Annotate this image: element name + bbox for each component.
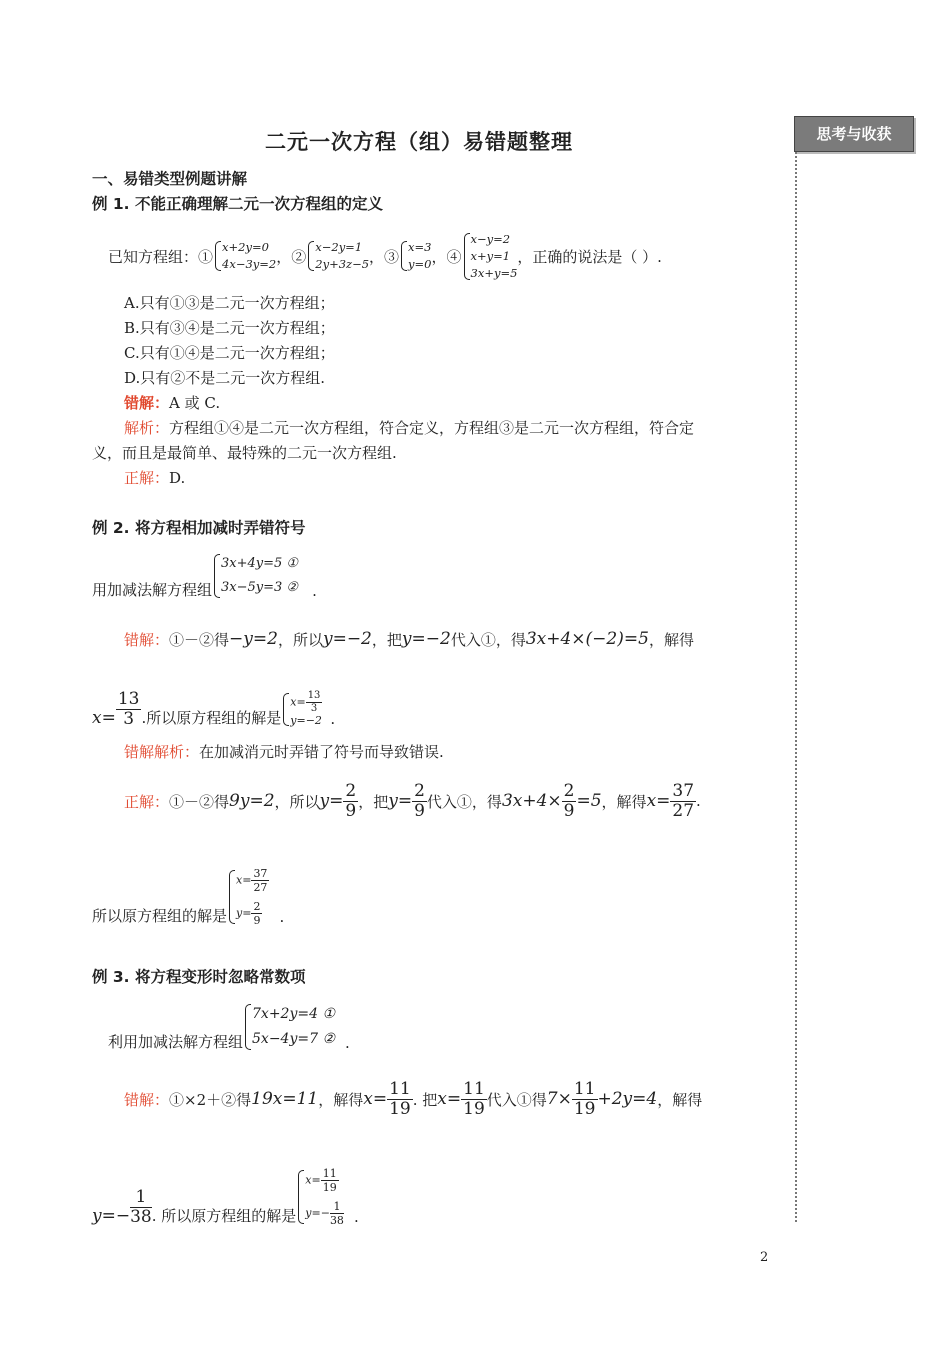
sidebar-divider <box>795 152 797 1222</box>
ex1-intro: 已知方程组：① <box>108 247 214 266</box>
ex2-wrong-analysis: 错解解析：在加减消元时弄错了符号而导致错误. <box>124 743 444 761</box>
ex2-wrong-line: 错解： ①－②得 −y=2 ，所以 y=−2 ，把 y=−2 代入①，得 3x+4×(−2)=5 ，解得 <box>124 629 694 649</box>
ex1-analysis: 解析：方程组①④是二元一次方程组，符合定义，方程组③是二元一次方程组，符合定 <box>124 419 695 437</box>
ex2-correct-line: 正解： ①－②得 9y=2 ，所以 y= $\frac{2}{9}$ ，把 y= $\frac{2}{9}$ 代入①，得 3x+4× $\frac{2}{9}$ =5 ，解得 x= $\frac{37}{27}$ . <box>124 780 701 821</box>
final-solution-system: x= $\frac{37}{27}$ y= $\frac{2}{9}$ <box>227 868 269 926</box>
sidebar-label: 思考与收获 <box>794 116 914 152</box>
ex1-analysis-cont: 义，而且是最简单、最特殊的二元一次方程组. <box>92 444 397 462</box>
page-number: 2 <box>760 1250 769 1265</box>
ex1-wrong: 错解：A 或 C. <box>124 394 221 412</box>
equation-system: 7x+2y=4 ① 5x−4y=7 ② <box>243 1002 335 1052</box>
solution-system: x= $\frac{11}{19}$ y=− $\frac{1}{38}$ <box>296 1168 344 1226</box>
equation-system-1: x+2y=0 4x−3y=2 <box>213 239 276 273</box>
option-a: A.只有①③是二元一次方程组； <box>124 294 335 312</box>
ex3-wrong-result: y=− $\frac{1}{38}$ . 所以原方程组的解是 x= $\frac{11}{19}$ y=− $\frac{1}{38}$ . <box>92 1167 359 1227</box>
option-d: D.只有②不是二元一次方程组. <box>124 369 326 387</box>
ex3-wrong-line: 错解： ①×2＋②得 19x=11 ，解得 x= $\frac{11}{19}$ . 把 x= $\frac{11}{19}$ 代入①得 7× $\frac{11}{19}$ +2y=4 ，解得 <box>124 1078 703 1119</box>
ex1-sep3: ，③ <box>369 247 400 266</box>
equation-system-3: x=3 y=0 <box>399 239 431 273</box>
ex2-final: 所以原方程组的解是 x= $\frac{37}{27}$ y= $\frac{2}{9}$ . <box>92 867 285 927</box>
option-b: B.只有③④是二元一次方程组； <box>124 319 335 337</box>
example-3-problem: 利用加减法解方程组 7x+2y=4 ① 5x−4y=7 ② . <box>108 996 350 1052</box>
ex1-sep2: ，② <box>276 247 307 266</box>
option-c: C.只有①④是二元一次方程组； <box>124 344 335 362</box>
example-1-problem <box>108 226 662 286</box>
equation-system-2: x−2y=1 2y+3z−5 <box>306 239 369 273</box>
example-3-heading: 例 3. 将方程变形时忽略常数项 <box>92 968 306 986</box>
section-heading: 一、易错类型例题讲解 <box>92 170 248 188</box>
ex1-tail: ，正确的说法是（ ）. <box>517 247 662 266</box>
example-2-heading: 例 2. 将方程相加减时弄错符号 <box>92 519 306 537</box>
solution-system: x= $\frac{13}{3}$ y=−2 <box>281 691 322 728</box>
page-title: 二元一次方程（组）易错题整理 <box>265 130 573 154</box>
ex1-correct: 正解：D. <box>124 469 186 487</box>
example-2-problem: 用加减法解方程组 3x+4y=5 ① 3x−5y=3 ② . <box>92 548 317 600</box>
ex1-sep4: ，④ <box>431 247 462 266</box>
example-1-heading: 例 1. 不能正确理解二元一次方程组的定义 <box>92 195 383 213</box>
ex2-wrong-result: x= $\frac{13}{3}$ .所以原方程组的解是 x= $\frac{13}{3}$ y=−2 . <box>92 689 336 729</box>
equation-system: 3x+4y=5 ① 3x−5y=3 ② <box>212 552 298 600</box>
equation-system-4: x−y=2 x+y=1 3x+y=5 <box>462 231 518 282</box>
